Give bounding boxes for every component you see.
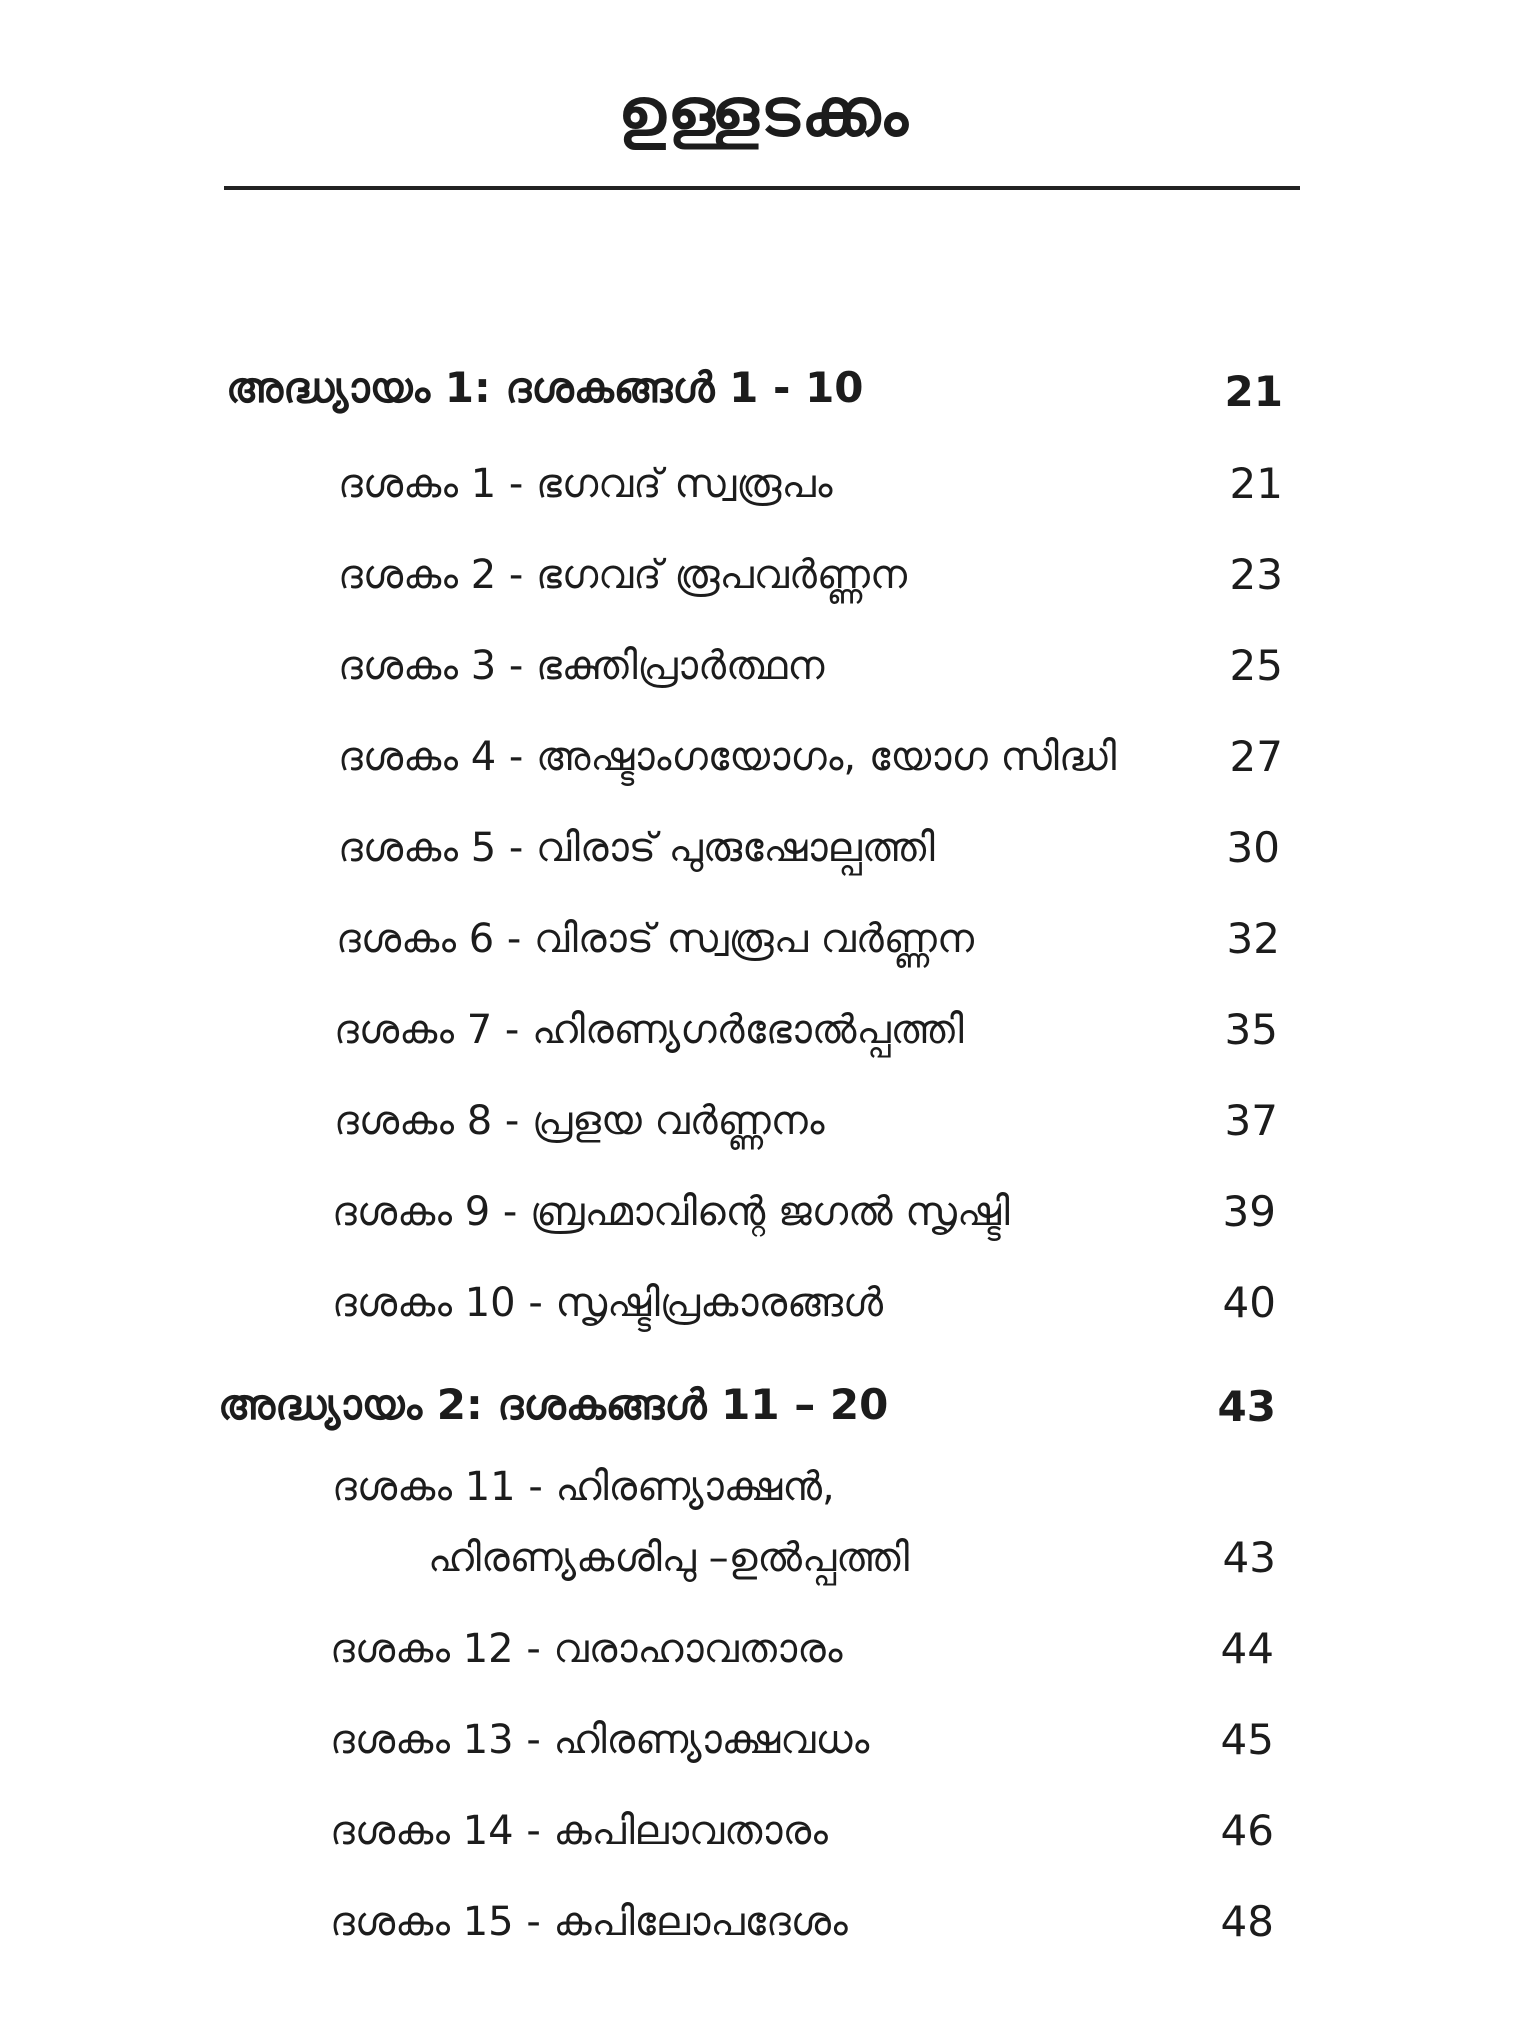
- toc-entry: ദശകം 11 - ഹിരണ്യാക്ഷൻ,: [332, 1464, 835, 1510]
- toc-entry: ദശകം 10 - സൃഷ്ടിപ്രകാരങ്ങൾ: [332, 1280, 884, 1326]
- chapter-heading: അദ്ധ്യായം 2: ദശകങ്ങൾ 11 – 20: [218, 1380, 889, 1429]
- toc-entry: ദശകം 9 - ബ്രഹ്മാവിന്റെ ജഗൽ സൃഷ്ടി: [332, 1189, 1010, 1235]
- toc-entry-page: 21: [1229, 459, 1283, 508]
- chapter-page-number: 43: [1217, 1382, 1276, 1431]
- toc-entry-page: 30: [1226, 823, 1280, 872]
- toc-entry-page: 44: [1220, 1624, 1274, 1673]
- toc-entry: ദശകം 15 - കപിലോപദേശം: [330, 1899, 848, 1945]
- toc-entry: ദശകം 1 - ഭഗവദ് സ്വരൂപം: [338, 461, 833, 507]
- toc-entry-page: 48: [1220, 1897, 1274, 1946]
- toc-entry-page: 35: [1224, 1005, 1278, 1054]
- toc-entry-page: 40: [1222, 1278, 1276, 1327]
- toc-entry: ദശകം 14 - കപിലാവതാരം: [330, 1808, 828, 1854]
- toc-entry-page: 32: [1226, 914, 1280, 963]
- chapter-page-number: 21: [1224, 367, 1283, 416]
- toc-entry-page: 45: [1220, 1715, 1274, 1764]
- toc-entry: ദശകം 8 - പ്രളയ വർണ്ണനം: [334, 1098, 825, 1144]
- title-divider: [224, 186, 1300, 190]
- toc-entry: ദശകം 12 - വരാഹാവതാരം: [330, 1626, 843, 1672]
- toc-entry: ദശകം 7 - ഹിരണ്യഗർഭോൽപ്പത്തി: [334, 1007, 964, 1053]
- toc-entry-page: 25: [1229, 641, 1283, 690]
- toc-entry-page: 46: [1220, 1806, 1274, 1855]
- chapter-heading: അദ്ധ്യായം 1: ദശകങ്ങൾ 1 - 10: [226, 363, 864, 412]
- toc-entry: ദശകം 5 - വിരാട് പുരുഷോല്പത്തി: [338, 825, 935, 871]
- toc-entry-continuation: ഹിരണ്യകശിപു –ഉൽപ്പത്തി: [428, 1535, 910, 1581]
- toc-entry: ദശകം 2 - ഭഗവദ് രൂപവർണ്ണന: [338, 552, 908, 598]
- toc-entry-page: 27: [1229, 732, 1283, 781]
- toc-entry: ദശകം 3 - ഭക്തിപ്രാർത്ഥന: [338, 643, 825, 689]
- toc-entry: ദശകം 13 - ഹിരണ്യാക്ഷവധം: [330, 1717, 870, 1763]
- toc-entry-page: 39: [1222, 1187, 1276, 1236]
- toc-entry-page: 43: [1222, 1533, 1276, 1582]
- toc-entry-page: 23: [1229, 550, 1283, 599]
- toc-entry: ദശകം 6 - വിരാട് സ്വരൂപ വർണ്ണന: [336, 916, 974, 962]
- toc-entry: ദശകം 4 - അഷ്ടാംഗയോഗം, യോഗ സിദ്ധി: [338, 734, 1117, 780]
- page-title: ഉള്ളടക്കം: [618, 74, 910, 151]
- toc-entry-page: 37: [1224, 1096, 1278, 1145]
